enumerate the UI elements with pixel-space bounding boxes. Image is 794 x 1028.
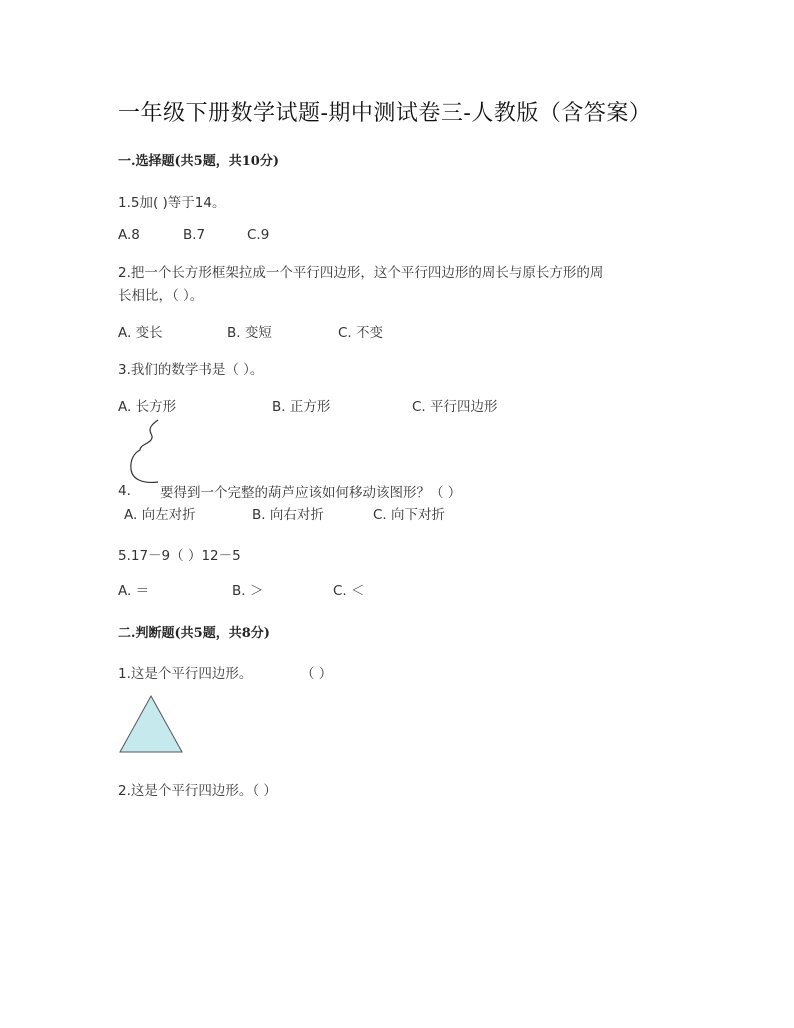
judgement-1-answer-paren: （ ） (301, 666, 333, 682)
question-2-option-b: B. 变短 (227, 325, 272, 341)
question-1-text: 1.5加( )等于14。 (118, 195, 226, 211)
question-2-option-a: A. 变长 (118, 325, 163, 341)
question-1-option-a: A.8 (118, 227, 140, 243)
question-2-text-line1: 2.把一个长方形框架拉成一个平行四边形，这个平行四边形的周长与原长方形的周 (118, 265, 604, 281)
question-4-number: 4. (118, 483, 131, 499)
question-3-text: 3.我们的数学书是（ ）。 (118, 362, 264, 378)
triangle-shape-icon (118, 694, 184, 754)
section-heading-choice: 一.选择题(共5题，共10分) (118, 154, 279, 169)
question-4-option-c: C. 向下对折 (373, 507, 446, 523)
gourd-half-outline-icon (128, 418, 168, 488)
question-5-option-b: B. ＞ (232, 583, 264, 599)
question-3-option-a: A. 长方形 (118, 399, 177, 415)
question-5-option-a: A. ＝ (118, 583, 150, 599)
question-4-option-a: A. 向左对折 (124, 507, 196, 523)
section-heading-judgement: 二.判断题(共5题，共8分) (118, 626, 270, 641)
question-4-option-b: B. 向右对折 (252, 507, 324, 523)
question-3-option-c: C. 平行四边形 (412, 399, 498, 415)
question-5-text: 5.17－9（ ）12－5 (118, 548, 241, 564)
judgement-2-text: 2.这是个平行四边形。（ ） (118, 783, 277, 799)
question-1-option-b: B.7 (183, 227, 206, 243)
judgement-1-text: 1.这是个平行四边形。 (118, 666, 253, 682)
question-1-option-c: C.9 (247, 227, 270, 243)
question-4-text: 要得到一个完整的葫芦应该如何移动该图形？（ ） (160, 485, 462, 501)
question-3-option-b: B. 正方形 (272, 399, 331, 415)
question-5-option-c: C. ＜ (333, 583, 365, 599)
page-title: 一年级下册数学试题-期中测试卷三-人教版（含答案） (118, 101, 652, 126)
question-2-text-line2: 长相比，（ ）。 (118, 288, 204, 304)
question-2-option-c: C. 不变 (338, 325, 384, 341)
